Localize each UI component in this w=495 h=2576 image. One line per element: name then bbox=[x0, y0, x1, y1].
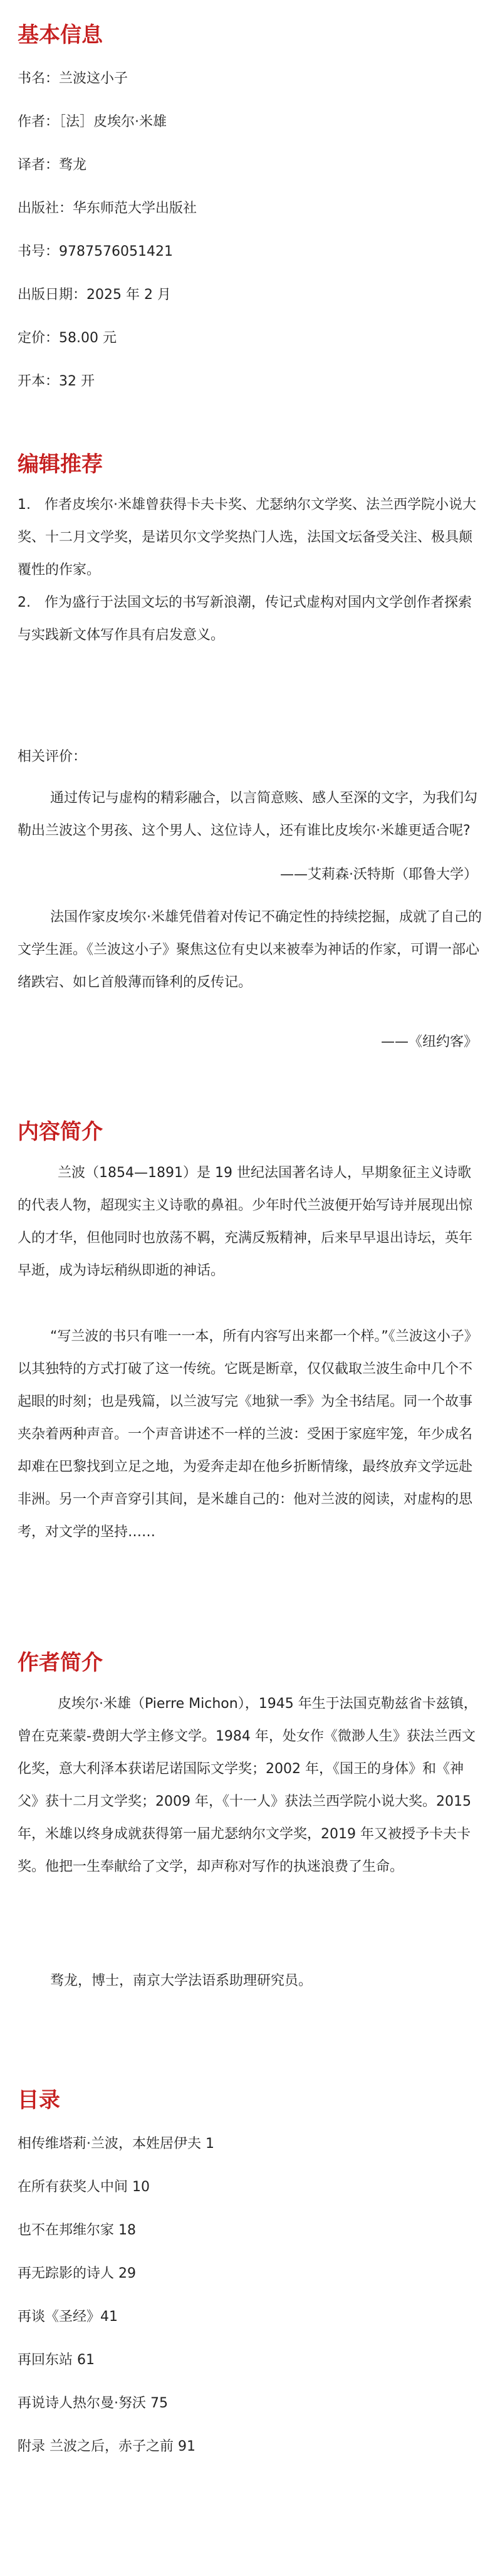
info-title: 书名：兰波这小子 bbox=[18, 71, 128, 86]
recommendation-point-1: 1. 作者皮埃尔·米雄曾获得卡夫卡奖、尤瑟纳尔文学奖、法兰西学院小说大奖、十二月文学奖，是诺贝尔文学奖热门人选，法国文坛备受关注、极具颠覆性的作家。 bbox=[18, 497, 476, 578]
review-1-source: ——艾莉森·沃特斯（耶鲁大学） bbox=[280, 867, 477, 882]
info-author: 作者：［法］皮埃尔·米雄 bbox=[18, 114, 167, 130]
info-format: 开本：32 开 bbox=[18, 374, 95, 389]
author-intro-heading: 作者简介 bbox=[18, 1650, 103, 1675]
toc-item: 也不在邦维尔家 18 bbox=[18, 2223, 136, 2238]
toc-item: 相传维塔莉·兰波，本姓居伊夫 1 bbox=[18, 2136, 214, 2152]
synopsis-heading: 内容简介 bbox=[18, 1119, 103, 1144]
toc-item: 在所有获奖人中间 10 bbox=[18, 2179, 150, 2195]
author-intro-para: 皮埃尔·米雄（Pierre Michon），1945 年生于法国克勒兹省卡兹镇，曾在克莱蒙-费朗大学主修文学。1984 年，处女作《微渺人生》获法兰西文化奖，意大利泽本获诺尼诺国际文学奖；2002 年，《国王的身体》和《神父》获十二月文学奖；2009 年，《十一人》获法兰西学院小说大奖。2015 年，米雄以终身成就获得第一届尤瑟纳尔文学奖，2019 年又被授予卡夫卡奖。他把一生奉献给了文学，却声称对写作的执迷浪费了生命。 bbox=[18, 1696, 477, 1875]
translator-intro: 骛龙，博士，南京大学法语系助理研究员。 bbox=[50, 1973, 313, 1989]
recommendation-point-2: 2. 作为盛行于法国文坛的书写新浪潮，传记式虚构对国内文学创作者探索与实践新文体写作具有启发意义。 bbox=[18, 595, 472, 643]
review-2: 法国作家皮埃尔·米雄凭借着对传记不确定性的持续挖掘，成就了自己的文学生涯。《兰波这小子》聚焦这位有史以来被奉为神话的作家，可谓一部心绪跌宕、如匕首般薄而锋利的反传记。 bbox=[18, 909, 482, 990]
toc-heading: 目录 bbox=[18, 2088, 60, 2113]
review-2-source: ——《纽约客》 bbox=[380, 1034, 477, 1050]
info-price: 定价：58.00 元 bbox=[18, 330, 117, 346]
toc-item: 再说诗人热尔曼·努沃 75 bbox=[18, 2395, 168, 2411]
toc-item: 附录 兰波之后，赤子之前 91 bbox=[18, 2439, 195, 2454]
basic-info-heading: 基本信息 bbox=[18, 23, 103, 48]
synopsis-para-2: “写兰波的书只有唯一一本，所有内容写出来都一个样。”《兰波这小子》以其独特的方式打破了这一传统。它既是断章，仅仅截取兰波生命中几个不起眼的时刻；也是残篇，以兰波写完《地狱一季》为全书结尾。同一个故事夹杂着两种声音。一个声音讲述不一样的兰波：受困于家庭牢笼，年少成名却难在巴黎找到立足之地，为爱奔走却在他乡折断情缘，最终放弃文学远赴非洲。另一个声音穿引其间，是米雄自己的：他对兰波的阅读，对虚构的思考，对文学的坚持…… bbox=[18, 1329, 478, 1540]
toc-item: 再回东站 61 bbox=[18, 2352, 95, 2368]
info-publisher: 出版社：华东师范大学出版社 bbox=[18, 201, 197, 216]
editor-recommendation-heading: 编辑推荐 bbox=[18, 452, 103, 477]
reviews-label: 相关评价： bbox=[18, 749, 87, 765]
toc-item: 再谈《圣经》41 bbox=[18, 2309, 118, 2325]
review-1: 通过传记与虚构的精彩融合，以言简意赅、感人至深的文字，为我们勾勒出兰波这个男孩、这个男人、这位诗人，还有谁比皮埃尔·米雄更适合呢? bbox=[18, 790, 478, 839]
info-translator: 译者：骛龙 bbox=[18, 157, 87, 173]
info-isbn: 书号：9787576051421 bbox=[18, 244, 173, 259]
synopsis-para-1: 兰波（1854—1891）是 19 世纪法国著名诗人，早期象征主义诗歌的代表人物，超现实主义诗歌的鼻祖。少年时代兰波便开始写诗并展现出惊人的才华，但他同时也放荡不羁，充满反叛精神，后来早早退出诗坛，英年早逝，成为诗坛稍纵即逝的神话。 bbox=[18, 1165, 473, 1279]
info-pubdate: 出版日期：2025 年 2 月 bbox=[18, 287, 171, 303]
toc-item: 再无踪影的诗人 29 bbox=[18, 2266, 136, 2281]
